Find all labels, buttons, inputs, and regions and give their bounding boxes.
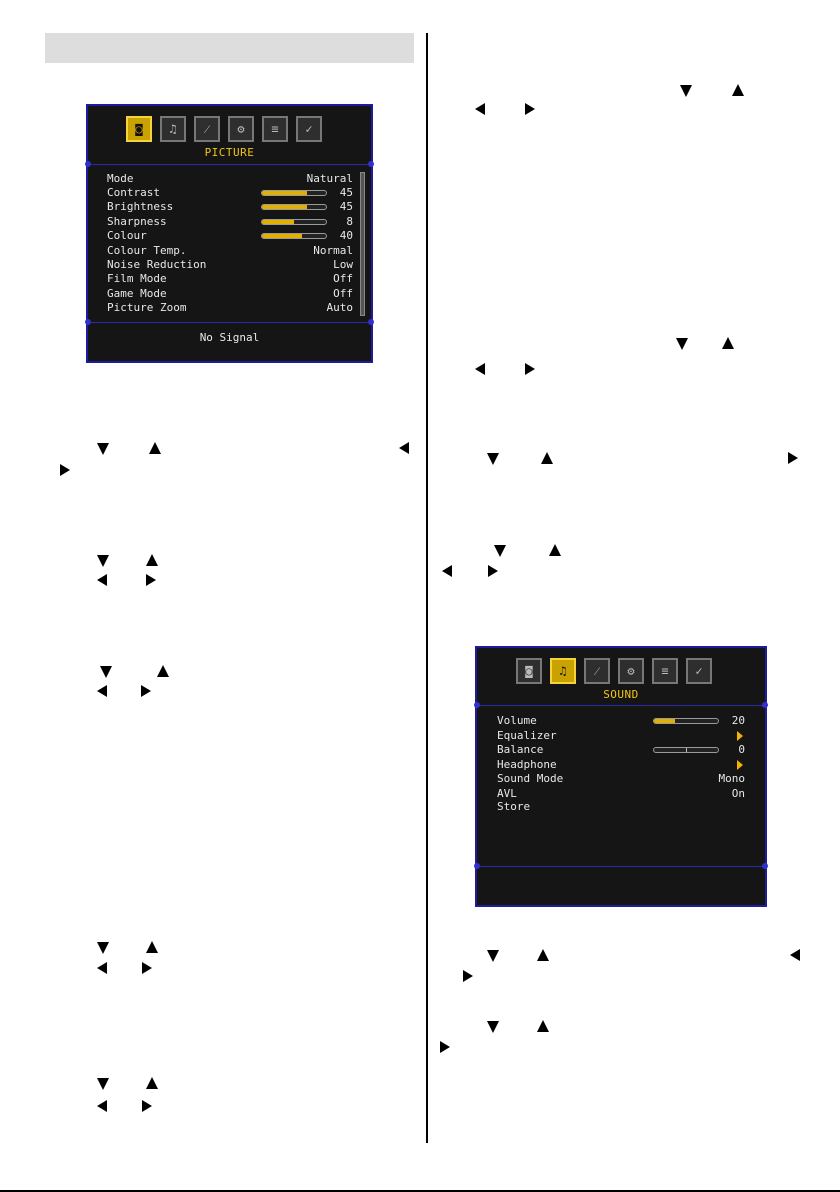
row-label: Store xyxy=(497,800,531,813)
menu-row-sound-mode[interactable] xyxy=(497,772,745,786)
menu-row-store[interactable] xyxy=(497,800,745,814)
menu-row-colour-temp[interactable] xyxy=(107,244,353,258)
right-arrow-icon xyxy=(142,1100,152,1112)
right-arrow-icon xyxy=(146,574,156,586)
separator-dot xyxy=(474,702,480,708)
row-label: Equalizer xyxy=(497,729,557,742)
slider-fill xyxy=(654,719,675,723)
install-icon[interactable]: ⚙ xyxy=(228,116,254,142)
row-label: Sound Mode xyxy=(497,772,564,785)
left-arrow-icon xyxy=(97,685,107,697)
row-label: Noise Reduction xyxy=(107,258,207,271)
balance-center-tick xyxy=(686,747,687,753)
row-value: Mono xyxy=(718,772,745,785)
menu-row-film-mode[interactable] xyxy=(107,272,353,286)
colour-slider[interactable] xyxy=(261,233,327,239)
row-value: On xyxy=(731,787,745,800)
menu-row-colour[interactable] xyxy=(107,229,353,243)
right-arrow-icon xyxy=(788,452,798,464)
menu-title: SOUND xyxy=(603,688,639,701)
menu-row-equalizer[interactable] xyxy=(497,729,745,743)
down-arrow-icon xyxy=(97,942,109,954)
row-value: 8 xyxy=(346,215,353,228)
left-arrow-icon xyxy=(442,565,452,577)
up-arrow-icon xyxy=(146,1077,158,1089)
up-arrow-icon xyxy=(722,337,734,349)
separator-dot xyxy=(85,161,91,167)
menu-row-contrast[interactable] xyxy=(107,186,353,200)
menu-row-sharpness[interactable] xyxy=(107,215,353,229)
separator-dot xyxy=(368,319,374,325)
separator-dot xyxy=(85,319,91,325)
submenu-arrow-icon xyxy=(737,760,743,770)
left-arrow-icon xyxy=(97,1100,107,1112)
up-arrow-icon xyxy=(149,442,161,454)
settings-icon[interactable]: ✓ xyxy=(296,116,322,142)
picture-icon[interactable]: ◙ xyxy=(126,116,152,142)
up-arrow-icon xyxy=(732,84,744,96)
up-arrow-icon xyxy=(549,544,561,556)
row-value: Off xyxy=(333,272,353,285)
down-arrow-icon xyxy=(676,338,688,350)
row-value: Natural xyxy=(306,172,353,185)
menu-separator xyxy=(477,866,765,867)
slider-fill xyxy=(262,220,294,224)
left-arrow-icon xyxy=(790,949,800,961)
status-footer: No Signal xyxy=(199,331,260,344)
feature-icon[interactable]: ⁄ xyxy=(194,116,220,142)
down-arrow-icon xyxy=(487,950,499,962)
menu-row-headphone[interactable] xyxy=(497,758,745,772)
row-label: Colour Temp. xyxy=(107,244,187,257)
brightness-slider[interactable] xyxy=(261,204,327,210)
row-value: 45 xyxy=(339,186,353,199)
row-value: Normal xyxy=(313,244,353,257)
down-arrow-icon xyxy=(100,666,112,678)
row-label: Headphone xyxy=(497,758,557,771)
source-icon[interactable]: ≡ xyxy=(652,658,678,684)
row-label: Sharpness xyxy=(107,215,167,228)
up-arrow-icon xyxy=(537,949,549,961)
right-arrow-icon xyxy=(141,685,151,697)
down-arrow-icon xyxy=(97,555,109,567)
up-arrow-icon xyxy=(146,554,158,566)
menu-separator xyxy=(88,164,371,165)
row-value: 0 xyxy=(738,743,745,756)
menu-separator xyxy=(88,322,371,323)
up-arrow-icon xyxy=(146,941,158,953)
slider-fill xyxy=(262,191,307,195)
row-label: Colour xyxy=(107,229,147,242)
contrast-slider[interactable] xyxy=(261,190,327,196)
menu-icon-row xyxy=(516,658,712,684)
right-arrow-icon xyxy=(440,1041,450,1053)
right-arrow-icon xyxy=(525,103,535,115)
install-icon[interactable]: ⚙ xyxy=(618,658,644,684)
volume-slider[interactable] xyxy=(653,718,719,724)
row-label: Volume xyxy=(497,714,537,727)
row-label: Game Mode xyxy=(107,287,167,300)
menu-row-noise-reduction[interactable] xyxy=(107,258,353,272)
right-arrow-icon xyxy=(142,962,152,974)
row-value: 40 xyxy=(339,229,353,242)
down-arrow-icon xyxy=(487,453,499,465)
menu-row-avl[interactable] xyxy=(497,787,745,801)
row-label: Film Mode xyxy=(107,272,167,285)
balance-slider[interactable] xyxy=(653,747,719,753)
row-value: 45 xyxy=(339,200,353,213)
menu-row-brightness[interactable] xyxy=(107,200,353,214)
row-label: AVL xyxy=(497,787,517,800)
down-arrow-icon xyxy=(487,1021,499,1033)
menu-separator xyxy=(477,705,765,706)
right-arrow-icon xyxy=(463,970,473,982)
right-arrow-icon xyxy=(488,565,498,577)
separator-dot xyxy=(762,863,768,869)
menu-scrollbar[interactable] xyxy=(360,172,365,316)
settings-icon[interactable]: ✓ xyxy=(686,658,712,684)
row-label: Brightness xyxy=(107,200,174,213)
left-arrow-icon xyxy=(97,962,107,974)
down-arrow-icon xyxy=(97,443,109,455)
source-icon[interactable]: ≡ xyxy=(262,116,288,142)
submenu-arrow-icon xyxy=(737,731,743,741)
row-label: Balance xyxy=(497,743,544,756)
left-arrow-icon xyxy=(475,103,485,115)
up-arrow-icon xyxy=(157,665,169,677)
row-value: Auto xyxy=(326,301,353,314)
down-arrow-icon xyxy=(494,545,506,557)
right-arrow-icon xyxy=(525,363,535,375)
left-arrow-icon xyxy=(475,363,485,375)
picture-menu-screen xyxy=(86,104,373,363)
sound-icon[interactable]: ♫ xyxy=(550,658,576,684)
left-arrow-icon xyxy=(97,574,107,586)
row-value: Low xyxy=(333,258,353,271)
sound-icon[interactable]: ♫ xyxy=(160,116,186,142)
row-value: 20 xyxy=(731,714,745,727)
sharpness-slider[interactable] xyxy=(261,219,327,225)
menu-row-game-mode[interactable] xyxy=(107,287,353,301)
down-arrow-icon xyxy=(97,1078,109,1090)
row-label: Picture Zoom xyxy=(107,301,187,314)
column-divider xyxy=(426,33,428,1143)
up-arrow-icon xyxy=(537,1020,549,1032)
menu-row-picture-zoom[interactable] xyxy=(107,301,353,315)
separator-dot xyxy=(762,702,768,708)
separator-dot xyxy=(474,863,480,869)
row-label: Contrast xyxy=(107,186,160,199)
up-arrow-icon xyxy=(541,452,553,464)
separator-dot xyxy=(368,161,374,167)
menu-row-mode[interactable] xyxy=(107,172,353,186)
menu-row-volume[interactable] xyxy=(497,714,745,728)
slider-fill xyxy=(262,205,307,209)
feature-icon[interactable]: ⁄ xyxy=(584,658,610,684)
sound-menu-screen xyxy=(475,646,767,907)
row-label: Mode xyxy=(107,172,134,185)
slider-fill xyxy=(262,234,302,238)
right-arrow-icon xyxy=(60,464,70,476)
left-arrow-icon xyxy=(399,442,409,454)
menu-title: PICTURE xyxy=(204,146,255,159)
section-header-bar xyxy=(45,33,414,63)
picture-icon[interactable]: ◙ xyxy=(516,658,542,684)
row-value: Off xyxy=(333,287,353,300)
menu-icon-row xyxy=(126,116,322,142)
menu-row-balance[interactable] xyxy=(497,743,745,757)
down-arrow-icon xyxy=(680,85,692,97)
